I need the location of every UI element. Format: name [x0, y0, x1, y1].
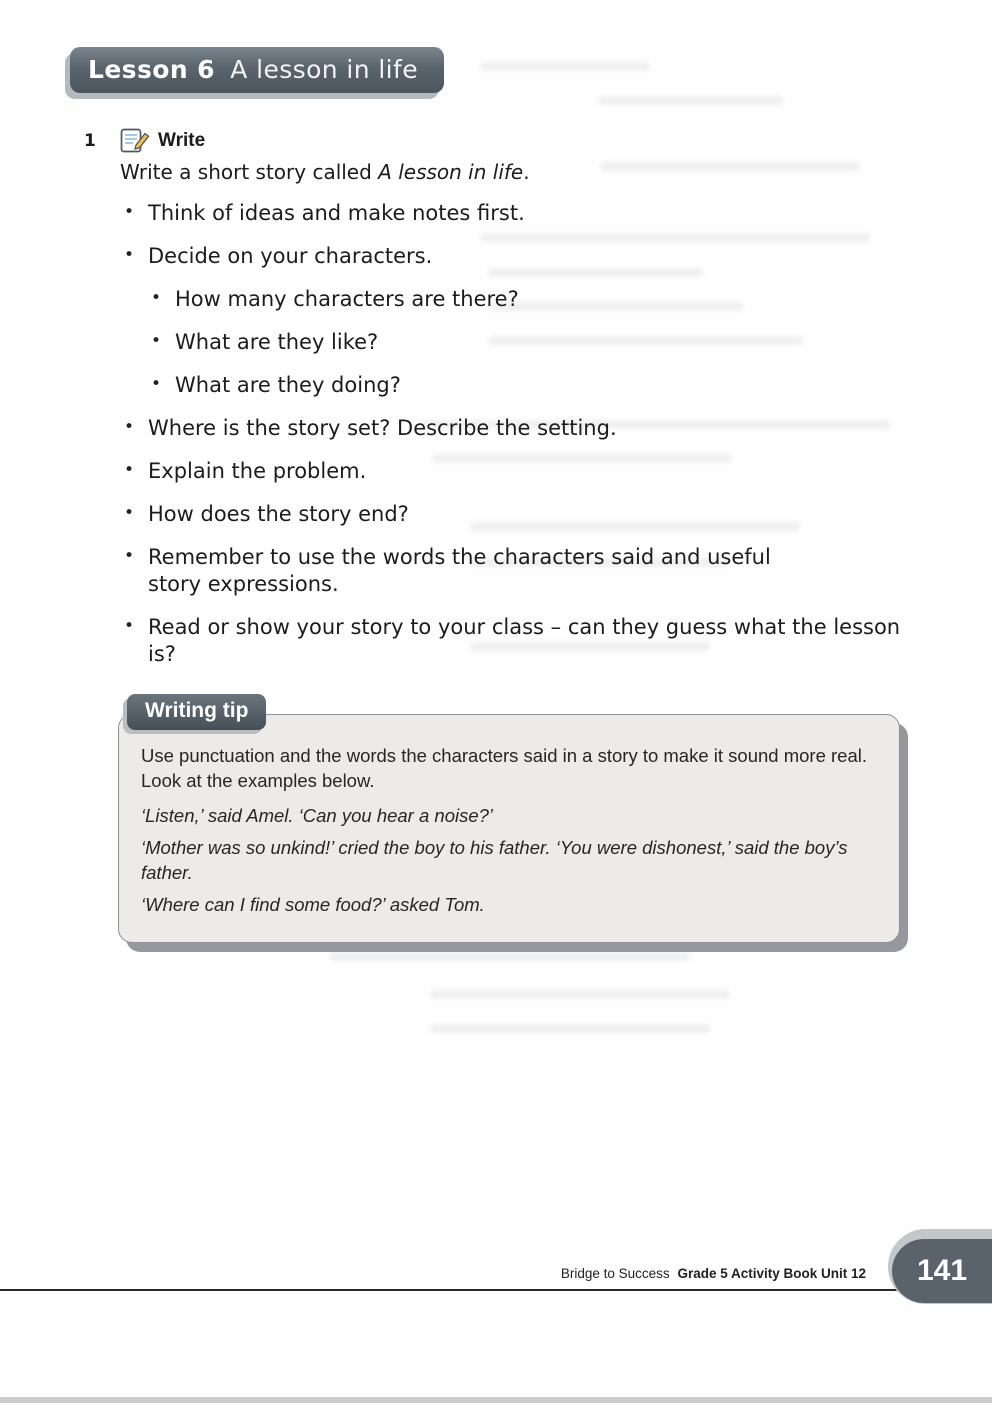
bullet-text: What are they like?	[175, 330, 379, 354]
bleedthrough-line	[430, 990, 730, 999]
bleedthrough-line	[598, 96, 783, 105]
bullet-text: Where is the story set? Describe the setting.	[148, 416, 617, 440]
task-heading	[84, 127, 205, 154]
list-item	[149, 372, 922, 399]
bullet-icon: •	[151, 374, 162, 394]
list-item	[122, 415, 922, 442]
page-number-badge	[892, 1239, 992, 1303]
task-instruction	[120, 160, 530, 184]
scan-edge	[0, 1397, 992, 1403]
bullet-icon: •	[124, 202, 135, 222]
bullet-icon: •	[124, 460, 135, 480]
bullet-text: Read or show your story to your class – can they guess what the lesson is?	[148, 615, 901, 666]
bullet-text: How many characters are there?	[175, 287, 519, 311]
footer-rule	[0, 1289, 992, 1291]
footer-series: Bridge to Success	[560, 1266, 670, 1281]
writing-tip-example: ‘Where can I find some food?’ asked Tom.	[141, 894, 485, 915]
list-item	[149, 329, 922, 356]
page-number: 141	[916, 1254, 968, 1287]
writing-tip-example: ‘Listen,’ said Amel. ‘Can you hear a noise?’	[141, 805, 494, 826]
bleedthrough-line	[330, 952, 690, 961]
instruction-prefix: Write a short story called	[120, 160, 379, 184]
list-item	[149, 286, 922, 313]
bullet-icon: •	[151, 331, 162, 351]
bullet-icon: •	[124, 546, 135, 566]
bullet-icon: •	[124, 245, 135, 265]
footer-caption	[561, 1266, 866, 1281]
bullet-icon: •	[124, 503, 135, 523]
bullet-text: Explain the problem.	[148, 459, 367, 483]
writing-tip-box	[118, 699, 900, 943]
bullet-text: What are they doing?	[175, 373, 401, 397]
bleedthrough-line	[600, 162, 860, 171]
task-number: 1	[84, 130, 96, 151]
bullet-list	[122, 200, 922, 684]
bullet-text: Decide on your characters.	[148, 244, 433, 268]
writing-tip-example: ‘Mother was so unkind!’ cried the boy to his father. ‘You were dishonest,’ said the boy’s father.	[141, 837, 848, 883]
lesson-banner	[70, 47, 444, 93]
lesson-title: A lesson in life	[230, 55, 419, 84]
bullet-text: How does the story end?	[148, 502, 409, 526]
bullet-icon: •	[124, 417, 135, 437]
bullet-icon: •	[124, 616, 135, 636]
instruction-suffix: .	[523, 160, 530, 184]
task-label: Write	[158, 129, 206, 151]
writing-tip-label: Writing tip	[145, 699, 249, 722]
list-item	[122, 200, 922, 227]
list-item	[122, 501, 922, 528]
list-item	[122, 458, 922, 485]
list-item	[122, 544, 798, 598]
bullet-text: Think of ideas and make notes first.	[148, 201, 525, 225]
footer-book-info: Grade 5 Activity Book Unit 12	[677, 1266, 866, 1281]
writing-tip-tab	[127, 694, 266, 730]
list-item	[122, 614, 922, 668]
list-item	[122, 243, 922, 270]
lesson-number: Lesson 6	[88, 55, 215, 84]
bullet-text: Remember to use the words the characters said and useful story expressions.	[148, 545, 771, 596]
bullet-icon: •	[151, 288, 162, 308]
write-icon	[120, 127, 150, 154]
bleedthrough-line	[480, 62, 650, 71]
story-title: A lesson in life	[378, 160, 524, 184]
writing-tip-intro: Use punctuation and the words the characters said in a story to make it sound more real. Look at the examples below.	[141, 745, 867, 791]
bleedthrough-line	[430, 1024, 710, 1033]
